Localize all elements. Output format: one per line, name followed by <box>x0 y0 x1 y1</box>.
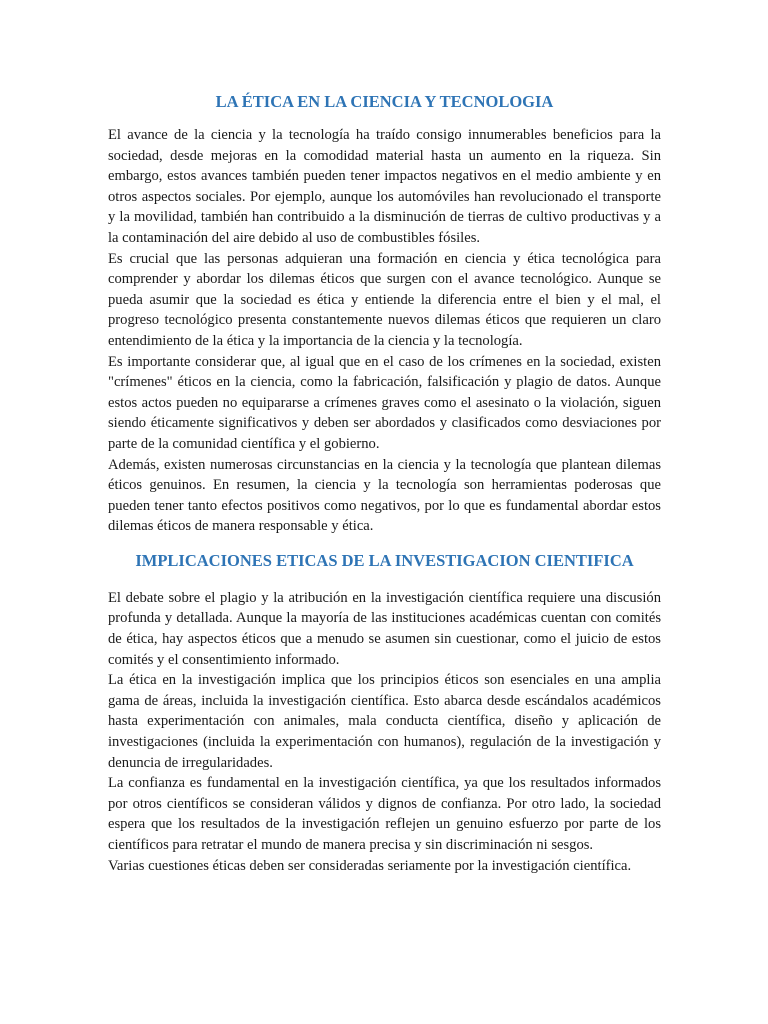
paragraph: La ética en la investigación implica que los principios éticos son esenciales en una amplia gama de áreas, incluida la investigación científica. Esto abarca desde escándalos académicos hasta experimentación con animales, mala conducta científica, diseño y aplicación de investigaciones (incluida la experimentación con humanos), regulación de la investigación y denuncia de irregularidades. <box>108 672 661 771</box>
section-heading-implicaciones-eticas: IMPLICACIONES ETICAS DE LA INVESTIGACION CIENTIFICA <box>135 550 634 570</box>
section-heading-etica-ciencia: LA ÉTICA EN LA CIENCIA Y TECNOLOGIA <box>215 92 554 111</box>
paragraph: Es crucial que las personas adquieran una formación en ciencia y ética tecnológica para comprender y abordar los dilemas éticos que surgen con el avance tecnológico. Aunque se pueda asumir que la sociedad es ética y entiende la diferencia entre el bien y el mal, el progreso tecnológico presenta constantemente nuevos dilemas éticos que requieren un claro entendimiento de la ética y la importancia de la ciencia y la tecnología. <box>108 250 661 349</box>
document-page <box>108 90 661 876</box>
paragraph: Es importante considerar que, al igual que en el caso de los crímenes en la sociedad, existen "crímenes" éticos en la ciencia, como la fabricación, falsificación y plagio de datos. Aunque estos actos pueden no equipararse a crímenes graves como el asesinato o la violación, siguen siendo éticamente significativos y deben ser abordados y clasificados como desviaciones por parte de la comunidad científica y el gobierno. <box>108 353 661 452</box>
paragraph: Además, existen numerosas circunstancias en la ciencia y la tecnología que plantean dilemas éticos genuinos. En resumen, la ciencia y la tecnología son herramientas poderosas que pueden tener tanto efectos positivos como negativos, por lo que es fundamental abordar estos dilemas éticos de manera responsable y ética. <box>108 456 661 535</box>
paragraph: El debate sobre el plagio y la atribución en la investigación científica requiere una discusión profunda y detallada. Aunque la mayoría de las instituciones académicas cuentan con comités de ética, hay aspectos éticos que a menudo se asumen sin cuestionar, como el juicio de estos comités y el consentimiento informado. <box>108 589 661 668</box>
paragraph: La confianza es fundamental en la investigación científica, ya que los resultados informados por otros científicos se consideran válidos y dignos de confianza. Por otro lado, la sociedad espera que los resultados de la investigación reflejen un genuino esfuerzo por parte de los científicos para retratar el mundo de manera precisa y sin discriminación ni sesgos. <box>108 775 661 853</box>
paragraph: El avance de la ciencia y la tecnología ha traído consigo innumerables beneficios para la sociedad, desde mejoras en la comodidad material hasta un aumento en la riqueza. Sin embargo, estos avances también pueden tener impactos negativos en el medio ambiente y en otros aspectos sociales. Por ejemplo, aunque los automóviles han revolucionado el transporte y la movilidad, también han contribuido a la disminución de tierras de cultivo productivas y a la contaminación del aire debido al uso de combustibles fósiles. <box>108 127 661 246</box>
paragraph: Varias cuestiones éticas deben ser consideradas seriamente por la investigación científica. <box>108 857 632 874</box>
